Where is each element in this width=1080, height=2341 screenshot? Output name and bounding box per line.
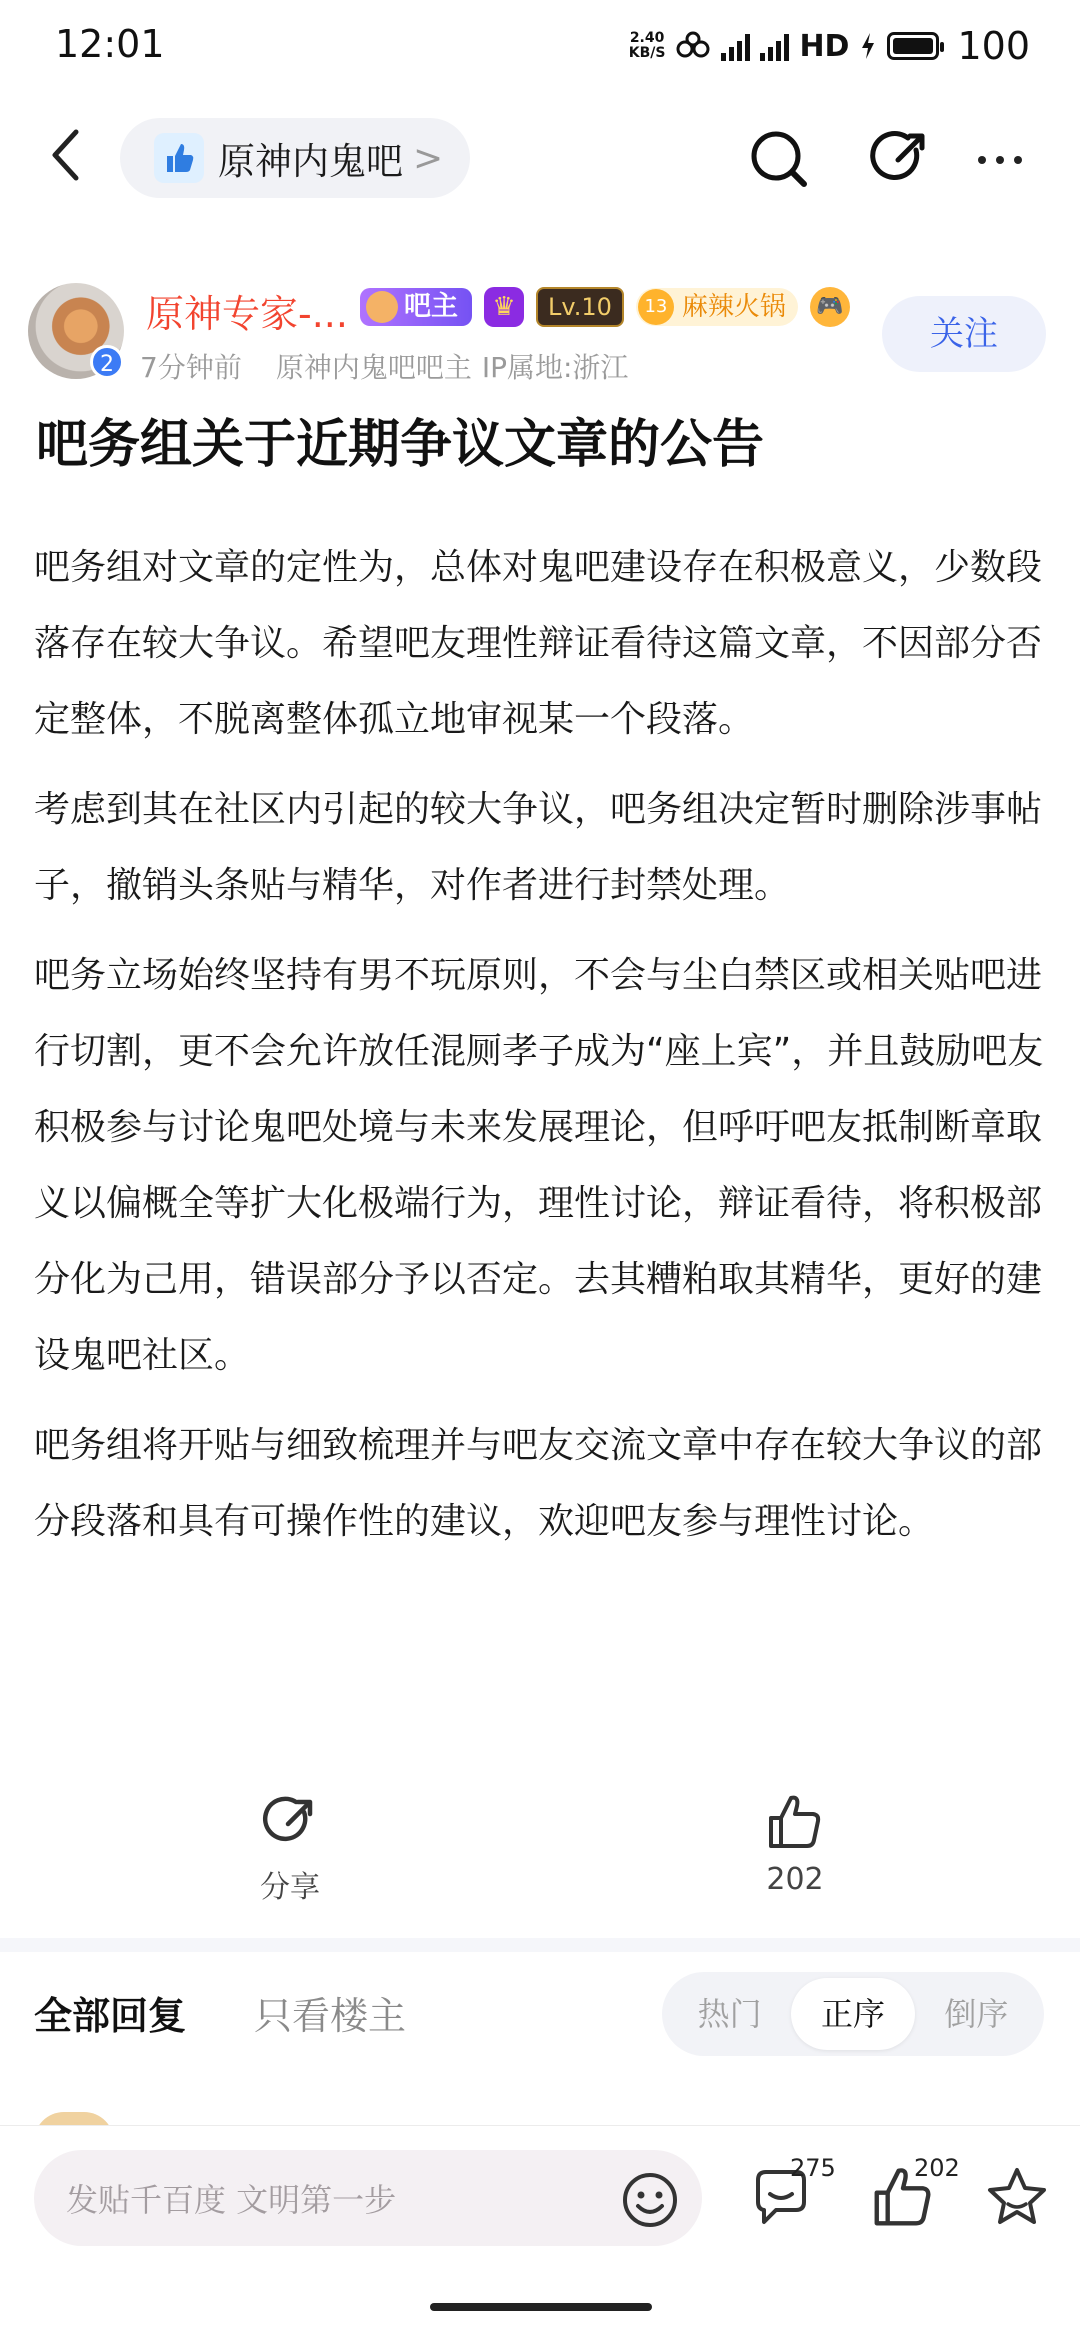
- crown-badge-icon: ♛: [484, 287, 524, 327]
- sort-hot[interactable]: 热门: [697, 1995, 762, 2033]
- share-button[interactable]: [250, 1790, 330, 1906]
- more-dot-icon: [978, 156, 986, 164]
- sort-descending[interactable]: 倒序: [944, 1995, 1009, 2033]
- forum-chip[interactable]: [120, 118, 470, 198]
- post-paragraph: 考虑到其在社区内引起的较大争议，吧务组决定暂时删除涉事帖子，撤销头条贴与精华，对作者进行封禁处理。: [34, 789, 1043, 906]
- emoji-button[interactable]: [620, 2170, 680, 2230]
- author-role: 原神内鬼吧吧主: [275, 351, 472, 384]
- post-meta: [140, 346, 628, 386]
- hd-label: HD: [799, 28, 850, 64]
- reply-count: 275: [790, 2154, 836, 2182]
- signal-icon-2: [760, 31, 789, 61]
- status-icons: [629, 22, 1030, 70]
- author-badges: [360, 287, 850, 327]
- gamepad-badge-icon: 🎮: [810, 287, 850, 327]
- network-speed: [629, 31, 666, 61]
- network-speed-unit: KB/S: [628, 45, 666, 61]
- follow-button[interactable]: 关注: [882, 296, 1046, 372]
- sort-ascending[interactable]: 正序: [791, 1978, 914, 2050]
- charging-icon: [859, 31, 877, 61]
- comment-input-placeholder: 发贴千百度 文明第一步: [66, 2181, 397, 2219]
- more-dot-icon: [996, 156, 1004, 164]
- tab-all-replies[interactable]: 全部回复: [34, 1994, 187, 2038]
- bottom-like-count: 202: [914, 2154, 960, 2182]
- back-button[interactable]: [40, 120, 90, 190]
- forum-logo: [154, 133, 204, 183]
- more-button[interactable]: [960, 120, 1040, 200]
- emoji-icon: [620, 2170, 680, 2230]
- home-indicator[interactable]: [430, 2303, 652, 2311]
- forum-name: 原神内鬼吧: [218, 140, 403, 183]
- like-count: 202: [766, 1862, 824, 1897]
- network-speed-value: 2.40: [629, 30, 665, 46]
- share-icon: [258, 1790, 322, 1854]
- favorite-button[interactable]: [984, 2164, 1050, 2230]
- thumbs-up-logo-icon: [159, 138, 199, 178]
- forum-arrow-icon: >: [413, 137, 444, 179]
- section-divider: [0, 1938, 1080, 1952]
- status-time: 12:01: [55, 22, 165, 66]
- search-icon: [740, 120, 820, 200]
- signal-icon-1: [721, 31, 750, 61]
- like-button[interactable]: [750, 1790, 840, 1897]
- thumbs-up-icon: [763, 1790, 827, 1854]
- battery-level: 100: [957, 24, 1030, 68]
- hotspot-icon: [675, 31, 711, 61]
- comment-input[interactable]: [34, 2150, 702, 2246]
- compose-icon: [860, 120, 940, 200]
- more-dot-icon: [1014, 156, 1022, 164]
- author-name[interactable]: 原神专家-...: [146, 292, 348, 336]
- post-paragraph: 吧务组将开贴与细致梳理并与吧友交流文章中存在较大争议的部分段落和具有可操作性的建议，欢迎吧友参与理性讨论。: [34, 1425, 1043, 1542]
- post-paragraph: 吧务组对文章的定性为，总体对鬼吧建设存在积极意义，少数段落存在较大争议。希望吧友理性辩证看待这篇文章，不因部分否定整体，不脱离整体孤立地审视某一个段落。: [34, 547, 1043, 740]
- ip-location: IP属地:浙江: [481, 351, 629, 384]
- compose-button[interactable]: [860, 120, 940, 200]
- post-title: 吧务组关于近期争议文章的公告: [36, 415, 765, 475]
- fan-badge[interactable]: 13 麻辣火锅: [636, 288, 798, 326]
- battery-icon: [887, 32, 939, 60]
- tab-op-only[interactable]: 只看楼主: [254, 1994, 407, 2038]
- owner-badge: 吧主: [360, 288, 472, 326]
- post-time: 7分钟前: [140, 351, 242, 384]
- sort-selector: [662, 1972, 1044, 2056]
- chevron-left-icon: [50, 128, 80, 182]
- post-paragraph: 吧务立场始终坚持有男不玩原则，不会与尘白禁区或相关贴吧进行切割，更不会允许放任混厕孝子成为“座上宾”，并且鼓励吧友积极参与讨论鬼吧处境与未来发展理论，但呼吁吧友抵制断章取义以偏概全等扩大化极端行为，理性讨论，辩证看待，将积极部分化为己用，错误部分予以否定。去其糟粕取其精华，更好的建设鬼吧社区。: [34, 955, 1044, 1376]
- avatar-level-badge: 2: [90, 345, 124, 379]
- level-badge: Lv.10: [536, 287, 624, 327]
- share-label: 分享: [260, 1870, 320, 1905]
- post-body: [34, 530, 1046, 1574]
- star-icon: [984, 2164, 1050, 2230]
- search-button[interactable]: [740, 120, 820, 200]
